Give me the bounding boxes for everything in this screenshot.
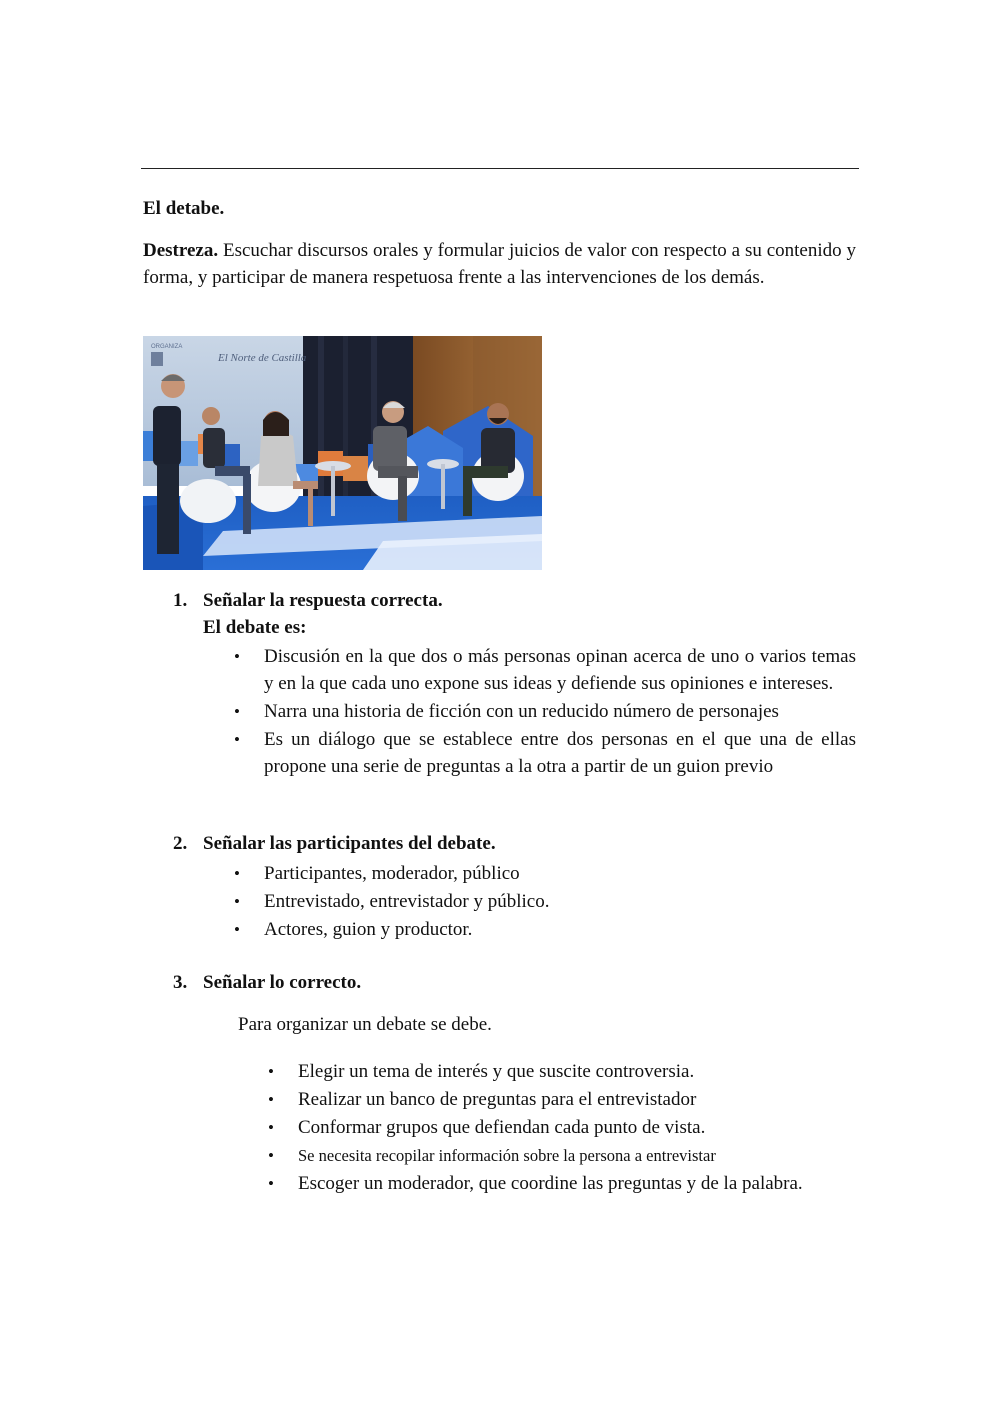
question-1-option[interactable]: • Narra una historia de ficción con un reducido número de personajes: [264, 698, 856, 725]
question-3-intro: Para organizar un debate se debe.: [238, 1014, 492, 1035]
skill-text: Escuchar discursos orales y formular juicios de valor con respecto a su contenido y forma, y participar de manera respetuosa frente a las intervenciones de los demás.: [143, 240, 856, 288]
question-1-option[interactable]: • Es un diálogo que se establece entre dos personas en el que una de ellas propone una serie de preguntas a la otra a partir de un guion previo: [264, 726, 856, 780]
question-1-number: 1.: [173, 590, 188, 611]
question-2-option[interactable]: • Participantes, moderador, público: [264, 860, 856, 887]
question-2-option[interactable]: • Actores, guion y productor.: [264, 916, 856, 943]
question-3-options: [268, 1058, 858, 1198]
question-2-option[interactable]: • Entrevistado, entrevistador y público.: [264, 888, 856, 915]
question-2-number: 2.: [173, 833, 188, 854]
question-2-options: [234, 860, 856, 944]
bullet-icon: •: [268, 1090, 274, 1109]
photo-small-text: ORGANIZA: [151, 344, 183, 350]
page-title: El detabe.: [143, 198, 225, 219]
question-3-option[interactable]: • Escoger un moderador, que coordine las preguntas y de la palabra.: [298, 1170, 858, 1197]
bullet-icon: •: [234, 892, 240, 911]
photo-logo-text: El Norte de Castilla: [218, 352, 307, 364]
bullet-icon: •: [268, 1062, 274, 1081]
question-1-title: Señalar la respuesta correcta.: [203, 590, 443, 611]
question-1-subtitle: El debate es:: [203, 617, 307, 638]
question-3-title: Señalar lo correcto.: [203, 972, 362, 993]
question-2-title: Señalar las participantes del debate.: [203, 833, 496, 854]
skill-paragraph: [143, 237, 856, 291]
debate-photo: [143, 336, 542, 570]
bullet-icon: •: [234, 730, 240, 749]
bullet-icon: •: [268, 1146, 274, 1165]
question-3-number: 3.: [173, 972, 188, 993]
bullet-icon: •: [268, 1174, 274, 1193]
question-3-option[interactable]: • Elegir un tema de interés y que suscite controversia.: [298, 1058, 858, 1085]
bullet-icon: •: [234, 702, 240, 721]
question-1-option[interactable]: • Discusión en la que dos o más personas opinan acerca de uno o varios temas y en la que cada uno expone sus ideas y defiende sus opiniones e intereses.: [264, 643, 856, 697]
skill-label: Destreza.: [143, 240, 219, 261]
header-rule: [141, 168, 859, 169]
question-1-options: [234, 643, 856, 781]
bullet-icon: •: [234, 920, 240, 939]
bullet-icon: •: [234, 864, 240, 883]
question-3-option[interactable]: • Realizar un banco de preguntas para el entrevistador: [298, 1086, 858, 1113]
bullet-icon: •: [268, 1118, 274, 1137]
bullet-icon: •: [234, 647, 240, 666]
question-3-option[interactable]: • Conformar grupos que defiendan cada punto de vista.: [298, 1114, 858, 1141]
question-3-option[interactable]: • Se necesita recopilar información sobre la persona a entrevistar: [298, 1142, 858, 1169]
